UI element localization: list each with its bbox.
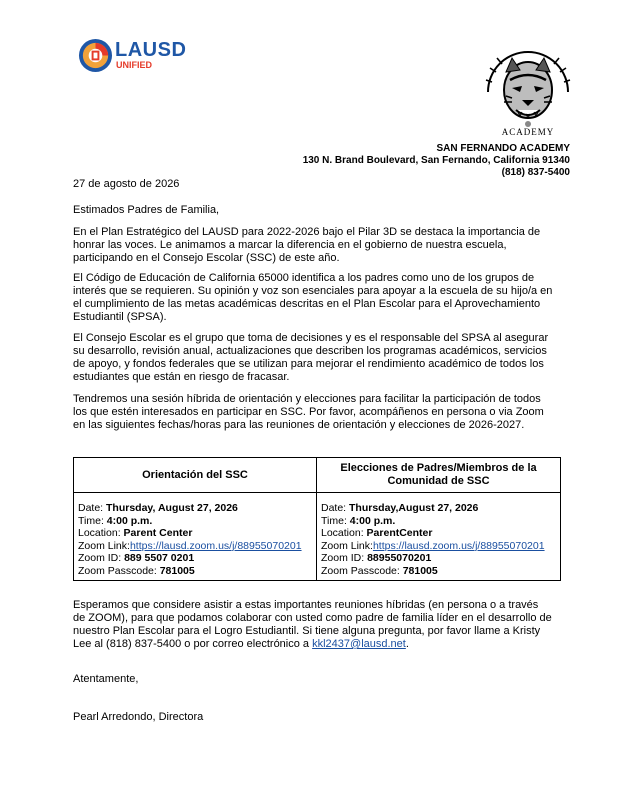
orientation-date: Date: Thursday, August 27, 2026 xyxy=(78,502,238,514)
paragraph-4: Tendremos una sesión híbrida de orientación y elecciones para facilitar la participación de todos los que estén interesados en participar en SSC. Por favor, acompáñenos en persona o via Zoom en las siguientes fechas/horas para las reuniones de orientación y elecciones de 2026-2027. xyxy=(73,393,544,431)
letter-signature: Pearl Arredondo, Directora xyxy=(73,711,204,723)
orientation-zoom-id: Zoom ID: 889 5507 0201 xyxy=(78,552,195,564)
lausd-logo-text: LAUSD xyxy=(115,39,187,61)
lausd-emblem-icon xyxy=(78,38,113,73)
paragraph-2: El Código de Educación de California 65000 identifica a los padres como uno de los grupos de interés que se requieren. Su opinión y voz son esenciales para apoyar a la escuela de su hijo/a en el cumplimiento de las metas académicas descritas en el Plan Escolar para el Aprovechamiento Estudiantil (SPSA). xyxy=(73,272,553,323)
orientation-column xyxy=(74,458,317,580)
orientation-zoom-passcode: Zoom Passcode: 781005 xyxy=(78,564,195,577)
letter-greeting: Estimados Padres de Familia, xyxy=(73,204,220,216)
letter-date: 27 de agosto de 2026 xyxy=(73,178,180,190)
orientation-time: Time: 4:00 p.m. xyxy=(78,514,153,527)
meeting-table xyxy=(73,457,561,581)
letter-closing: Atentamente, xyxy=(73,673,139,685)
elections-time: Time: 4:00 p.m. xyxy=(321,514,396,527)
elections-zoom-passcode: Zoom Passcode: 781005 xyxy=(321,564,438,577)
elections-date: Date: Thursday,August 27, 2026 xyxy=(321,502,479,514)
elections-zoom-id: Zoom ID: 88955070201 xyxy=(321,552,432,564)
paragraph-1: En el Plan Estratégico del LAUSD para 2022-2026 bajo el Pilar 3D se destaca la importancia de honrar las voces. Le animamos a marcar la diferencia en el gobierno de nuestra escuela, participando en el Consejo Escolar (SSC) de este año. xyxy=(73,226,541,264)
contact-email-link[interactable]: kkl2437@lausd.net xyxy=(312,638,406,650)
school-address: 130 N. Brand Boulevard, San Fernando, California 91340 xyxy=(302,155,570,166)
paragraph-3: El Consejo Escolar es el grupo que toma de decisiones y es el responsable del SPSA al asegurar su desarrollo, revisión anual, actualizaciones que describen los programas académicos, servicios de apoyo, y fondos federales que se utilizan para mejorar el rendimiento académico de todos los estudiantes que están en riesgo de fracasar. xyxy=(73,332,549,383)
tiger-mascot-icon xyxy=(482,40,574,128)
orientation-details xyxy=(78,502,314,577)
elections-details xyxy=(321,502,558,577)
elections-zoom-link: Zoom Link:https://lausd.zoom.us/j/88955070201 xyxy=(321,539,545,552)
paragraph-5: Esperamos que considere asistir a estas importantes reuniones híbridas (en persona o a través de ZOOM), para que podamos colaborar con usted como padre de familia líder en el desarrollo de nuestro Plan Escolar para el Logro Estudiantil. Si tiene alguna pregunta, por favor llame a Kristy Lee al (818) 837-5400 o por correo electrónico a kkl2437@lausd.net. xyxy=(73,599,552,650)
school-phone: (818) 837-5400 xyxy=(501,167,570,178)
school-name: SAN FERNANDO ACADEMY xyxy=(436,143,570,154)
orientation-zoom-url[interactable]: https://lausd.zoom.us/j/88955070201 xyxy=(129,539,302,552)
elections-location: Location: ParentCenter xyxy=(321,527,433,539)
lausd-logo xyxy=(78,38,203,74)
academy-seal xyxy=(482,40,574,140)
orientation-location: Location: Parent Center xyxy=(78,527,193,539)
orientation-zoom-link: Zoom Link:https://lausd.zoom.us/j/88955070201 xyxy=(78,539,302,552)
seal-academy-text: ACADEMY xyxy=(501,127,555,137)
orientation-header: Orientación del SSC xyxy=(74,458,316,493)
lausd-logo-subtext: UNIFIED xyxy=(116,60,152,70)
elections-zoom-url[interactable]: https://lausd.zoom.us/j/88955070201 xyxy=(372,539,545,552)
elections-column xyxy=(317,458,560,580)
elections-header: Elecciones de Padres/Miembros de la Comunidad de SSC xyxy=(317,458,560,493)
school-info xyxy=(303,143,570,179)
